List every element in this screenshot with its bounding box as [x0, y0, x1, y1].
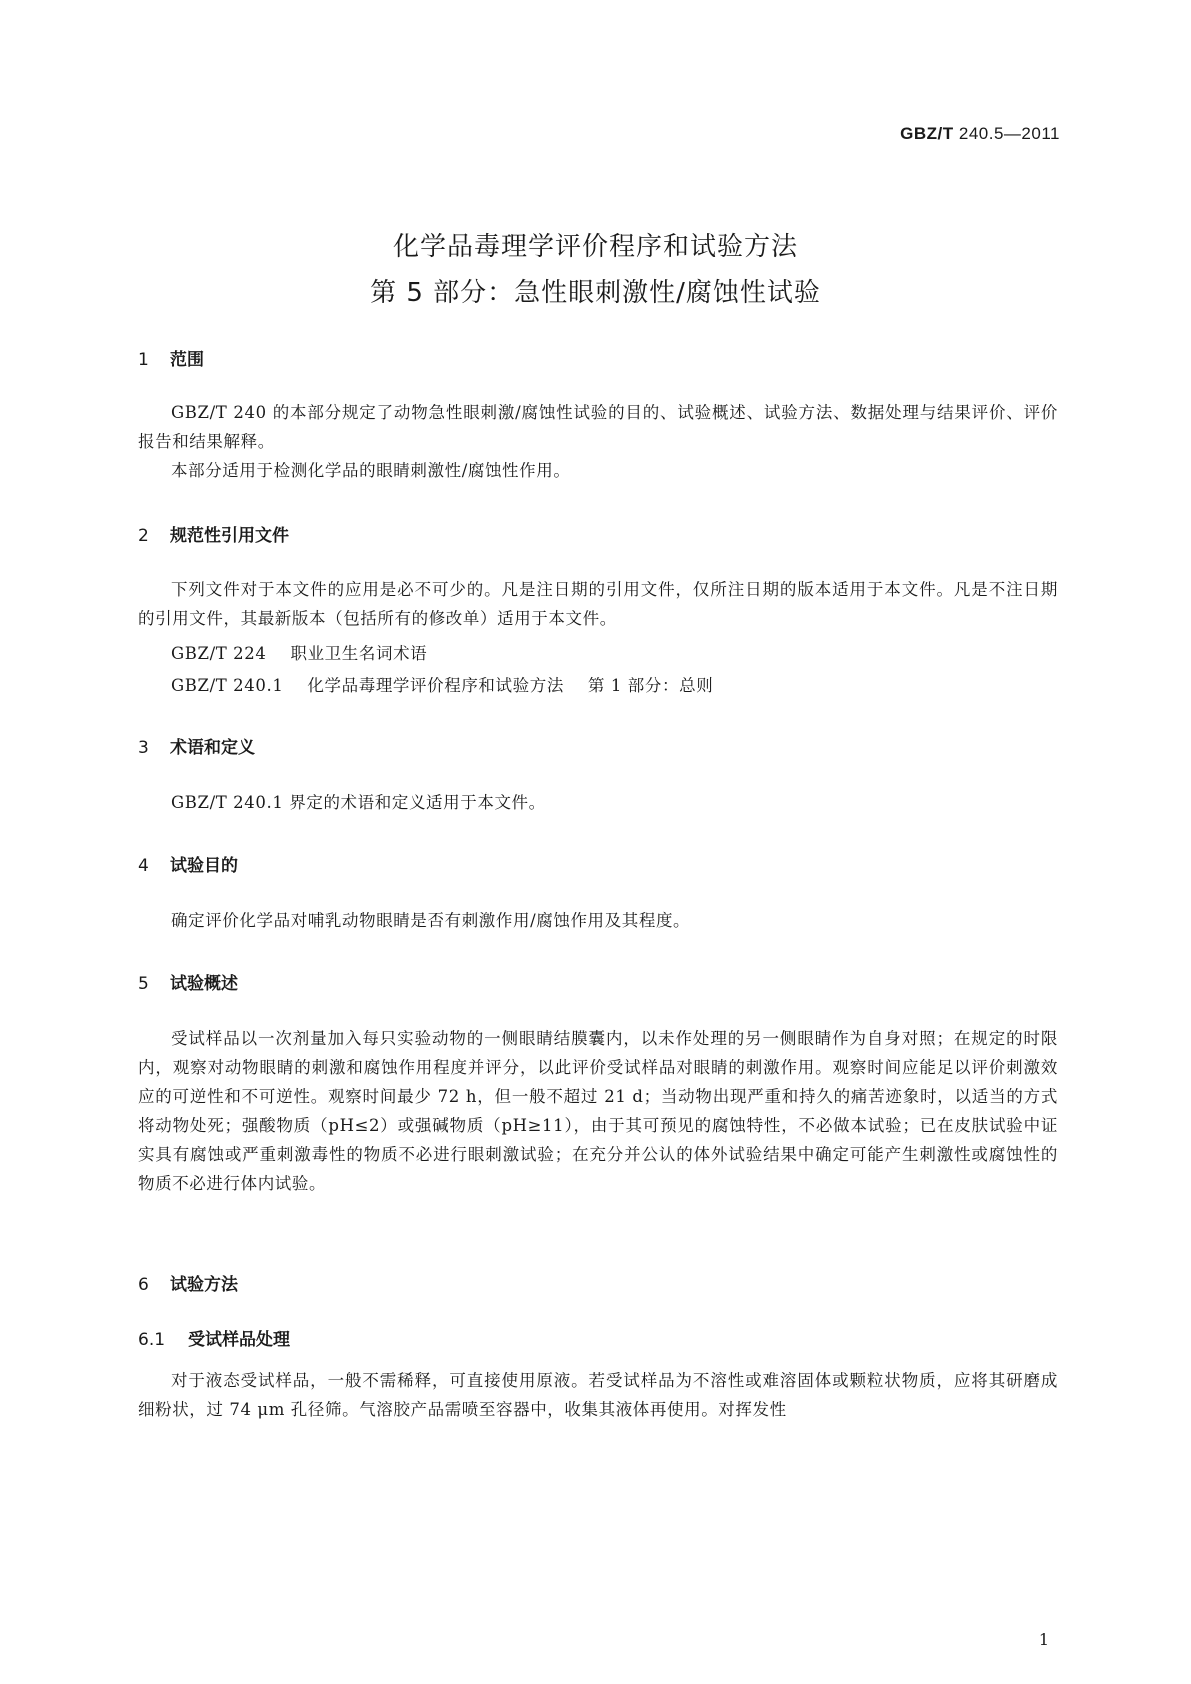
page-number: 1 — [1038, 1630, 1049, 1649]
standard-number: GBZ/T 240.5—2011 — [900, 124, 1060, 143]
section-5-paragraph-1: 受试样品以一次剂量加入每只实验动物的一侧眼睛结膜囊内，以未作处理的另一侧眼睛作为自身对照；在规定的时限内，观察对动物眼睛的刺激和腐蚀作用程度并评分，以此评价受试样品对眼睛的刺激作用。观察时间应能足以评价刺激效应的可逆性和不可逆性。观察时间最少 72 h，但一般不超过 21 d；当动物出现严重和持久的痛苦迹象时，以适当的方式将动物处死；强酸物质（pH≤2）或强碱物质（pH≥11），由于其可预见的腐蚀特性，不必做本试验；已在皮肤试验中证实具有腐蚀或严重刺激毒性的物质不必进行眼刺激试验；在充分并公认的体外试验结果中确定可能产生刺激性或腐蚀性的物质不必进行体内试验。 — [138, 1029, 1058, 1193]
section-1-paragraph-2: 本部分适用于检测化学品的眼睛刺激性/腐蚀性作用。 — [171, 461, 571, 480]
title-line-1: 化学品毒理学评价程序和试验方法 — [392, 232, 798, 262]
title-line-2: 第 5 部分：急性眼刺激性/腐蚀性试验 — [370, 278, 821, 308]
section-6-heading: 6 试验方法 — [138, 1275, 238, 1295]
section-5-heading: 5 试验概述 — [138, 974, 238, 994]
section-1-heading: 1 范围 — [138, 350, 204, 370]
section-2-paragraph-1: 下列文件对于本文件的应用是必不可少的。凡是注日期的引用文件，仅所注日期的版本适用于本文件。凡是不注日期的引用文件，其最新版本（包括所有的修改单）适用于本文件。 — [138, 580, 1058, 628]
section-4-paragraph-1: 确定评价化学品对哺乳动物眼睛是否有刺激作用/腐蚀作用及其程度。 — [171, 911, 691, 930]
section-6-1-heading: 6.1 受试样品处理 — [138, 1330, 290, 1350]
section-1-paragraph-1: GBZ/T 240 的本部分规定了动物急性眼刺激/腐蚀性试验的目的、试验概述、试验方法、数据处理与结果评价、评价报告和结果解释。 — [138, 403, 1058, 451]
section-3-paragraph-1: GBZ/T 240.1 界定的术语和定义适用于本文件。 — [171, 793, 546, 812]
section-6-1-paragraph-1: 对于液态受试样品，一般不需稀释，可直接使用原液。若受试样品为不溶性或难溶固体或颗粒状物质，应将其研磨成细粉状，过 74 μm 孔径筛。气溶胶产品需喷至容器中，收集其液体再使用。对挥发性 — [138, 1371, 1058, 1419]
normative-reference-2: GBZ/T 240.1 化学品毒理学评价程序和试验方法 第 1 部分：总则 — [171, 676, 714, 695]
section-4-heading: 4 试验目的 — [138, 856, 238, 876]
section-2-heading: 2 规范性引用文件 — [138, 526, 289, 546]
normative-reference-1: GBZ/T 224 职业卫生名词术语 — [171, 644, 428, 663]
section-3-heading: 3 术语和定义 — [138, 738, 255, 758]
